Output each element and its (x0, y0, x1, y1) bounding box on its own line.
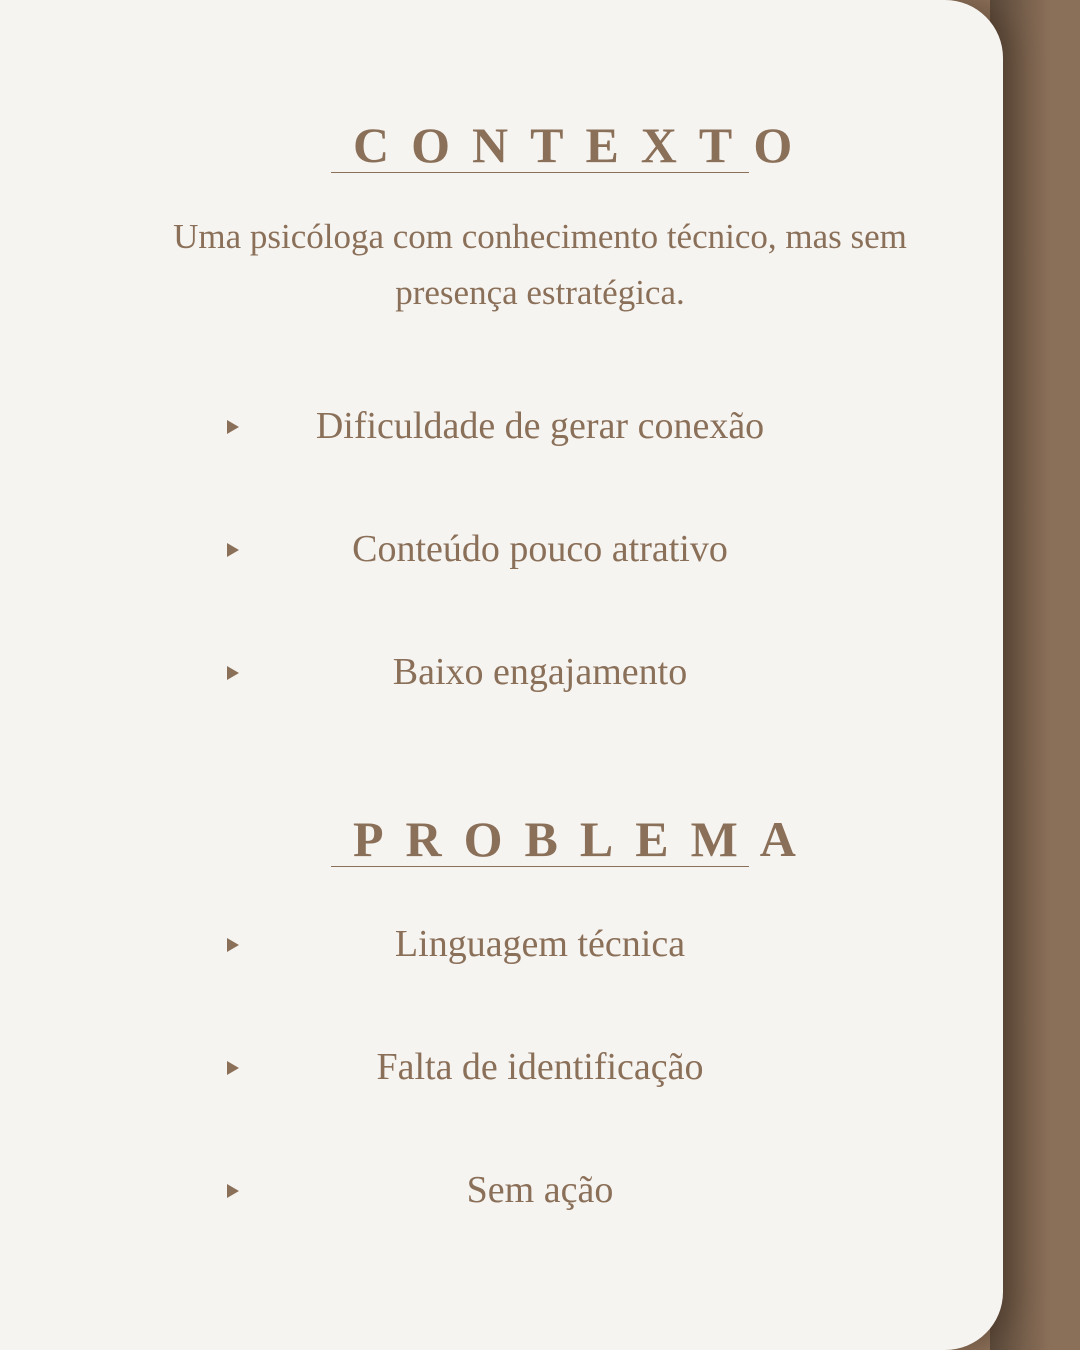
contexto-item-3 (0, 642, 1003, 702)
triangle-right-icon (227, 543, 239, 557)
problema-item-3-label: Sem ação (466, 1169, 614, 1211)
contexto-item-3-label: Baixo engajamento (392, 651, 688, 693)
triangle-right-icon (227, 420, 239, 434)
problema-item-2-label: Falta de identificação (376, 1046, 704, 1088)
contexto-item-1-label: Dificuldade de gerar conexão (315, 405, 765, 447)
triangle-right-icon (227, 666, 239, 680)
contexto-item-2 (0, 519, 1003, 579)
contexto-item-1 (0, 396, 1003, 456)
problema-item-2 (0, 1037, 1003, 1097)
contexto-underline (331, 172, 749, 173)
problema-item-1-label: Linguagem técnica (394, 923, 686, 965)
triangle-right-icon (227, 938, 239, 952)
contexto-heading: CONTEXTO (353, 117, 815, 173)
contexto-intro: Uma psicóloga com conhecimento técnico, mas sem presença estratégica. (173, 217, 907, 312)
triangle-right-icon (227, 1061, 239, 1075)
contexto-item-2-label: Conteúdo pouco atrativo (352, 528, 728, 570)
problema-item-3 (0, 1160, 1003, 1220)
triangle-right-icon (227, 1184, 239, 1198)
problema-item-1 (0, 914, 1003, 974)
problema-underline (331, 866, 749, 867)
problema-heading: PROBLEMA (353, 811, 818, 867)
